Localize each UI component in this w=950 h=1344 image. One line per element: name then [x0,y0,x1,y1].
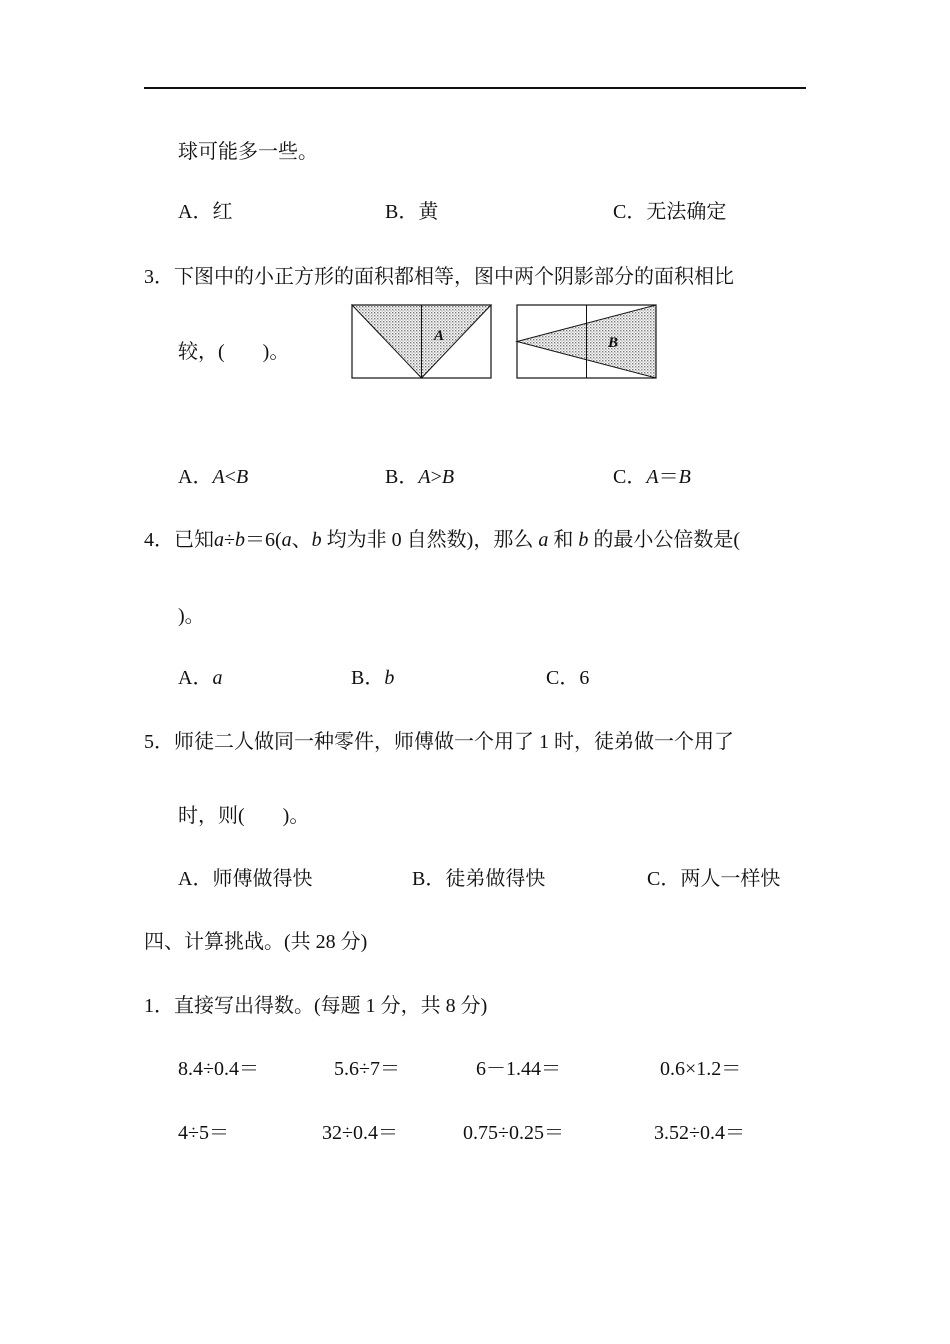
q5-option-b[interactable]: B．徒弟做得快 [412,868,546,890]
header-rule [144,87,806,89]
q4-continuation: )。 [178,605,205,627]
q5-option-a[interactable]: A．师傅做得快 [178,868,313,890]
q4-question: 4．已知a÷b＝6(a、b 均为非 0 自然数)，那么 a 和 b 的最小公倍数是( [144,529,740,551]
calc-item: 5.6÷7＝ [334,1058,400,1080]
q3-text: 下图中的小正方形的面积都相等，图中两个阴影部分的面积相比 [174,266,734,288]
q3-option-a[interactable]: A．A<B [178,466,249,488]
q2-option-c[interactable]: C．无法确定 [613,201,727,223]
section-4-title: 四、计算挑战。(共 28 分) [144,931,368,953]
q3-question [144,265,734,289]
calc-item: 0.75÷0.25＝ [463,1122,564,1144]
figure-b-label: B [608,335,619,351]
calc-item: 0.6×1.2＝ [660,1058,742,1080]
q4-option-a[interactable]: A．a [178,667,223,689]
figure-b [515,303,659,380]
calc-item: 32÷0.4＝ [322,1122,398,1144]
q3-number: 3． [144,266,174,288]
q4-option-c[interactable]: C．6 [546,667,590,689]
calc-item: 8.4÷0.4＝ [178,1058,259,1080]
s4-q1-question: 1．直接写出得数。(每题 1 分，共 8 分) [144,995,488,1017]
calc-item: 6－1.44＝ [476,1058,561,1080]
q3-answer-line: 较，( )。 [178,341,290,363]
q3-option-b[interactable]: B．A>B [385,466,455,488]
calc-item: 4÷5＝ [178,1122,229,1144]
q5-answer-line: 时，则( )。 [178,805,310,827]
q4-option-b[interactable]: B．b [351,667,395,689]
q3-option-c[interactable]: C．A＝B [613,466,691,488]
q2-option-b[interactable]: B．黄 [385,201,439,223]
q5-option-c[interactable]: C．两人一样快 [647,868,781,890]
figure-a [350,303,494,380]
figure-a-label: A [434,328,445,344]
q2-option-a[interactable]: A．红 [178,201,233,223]
calc-item: 3.52÷0.4＝ [654,1122,745,1144]
q5-question: 5．师徒二人做同一种零件，师傅做一个用了 1 时，徒弟做一个用了 [144,731,734,753]
q2-continuation: 球可能多一些。 [178,141,318,163]
